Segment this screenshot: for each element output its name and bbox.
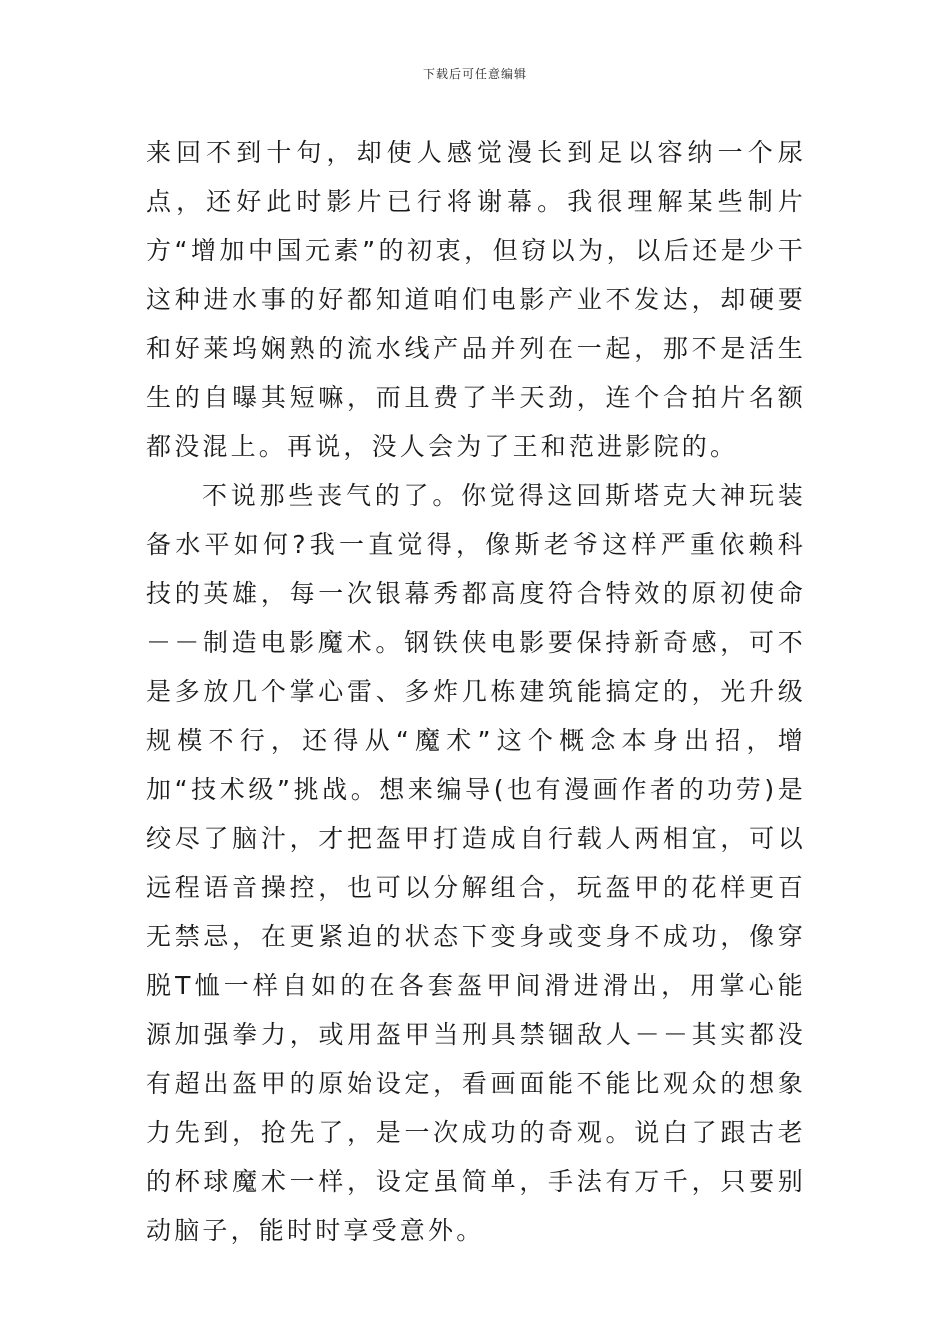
document-body	[146, 128, 806, 1255]
paragraph-2: 不说那些丧气的了。你觉得这回斯塔克大神玩装备水平如何?我一直觉得，像斯老爷这样严重依赖科技的英雄，每一次银幕秀都高度符合特效的原初使命－－制造电影魔术。钢铁侠电影要保持新奇感，可不是多放几个掌心雷、多炸几栋建筑能搞定的，光升级规模不行，还得从“魔术”这个概念本身出招，增加“技术级”挑战。想来编导(也有漫画作者的功劳)是绞尽了脑汁，才把盔甲打造成自行载人两相宜，可以远程语音操控，也可以分解组合，玩盔甲的花样更百无禁忌，在更紧迫的状态下变身或变身不成功，像穿脱T恤一样自如的在各套盔甲间滑进滑出，用掌心能源加强拳力，或用盔甲当刑具禁锢敌人－－其实都没有超出盔甲的原始设定，看画面能不能比观众的想象力先到，抢先了，是一次成功的奇观。说白了跟古老的杯球魔术一样，设定虽简单，手法有万千，只要别动脑子，能时时享受意外。	[146, 481, 806, 1245]
paragraph-1: 来回不到十句，却使人感觉漫长到足以容纳一个尿点，还好此时影片已行将谢幕。我很理解某些制片方“增加中国元素”的初衷，但窃以为，以后还是少干这种进水事的好都知道咱们电影产业不发达，却硬要和好莱坞娴熟的流水线产品并列在一起，那不是活生生的自曝其短嘛，而且费了半天劲，连个合拍片名额都没混上。再说，没人会为了王和范进影院的。	[146, 138, 806, 461]
page-header: 下载后可任意编辑	[422, 67, 527, 81]
